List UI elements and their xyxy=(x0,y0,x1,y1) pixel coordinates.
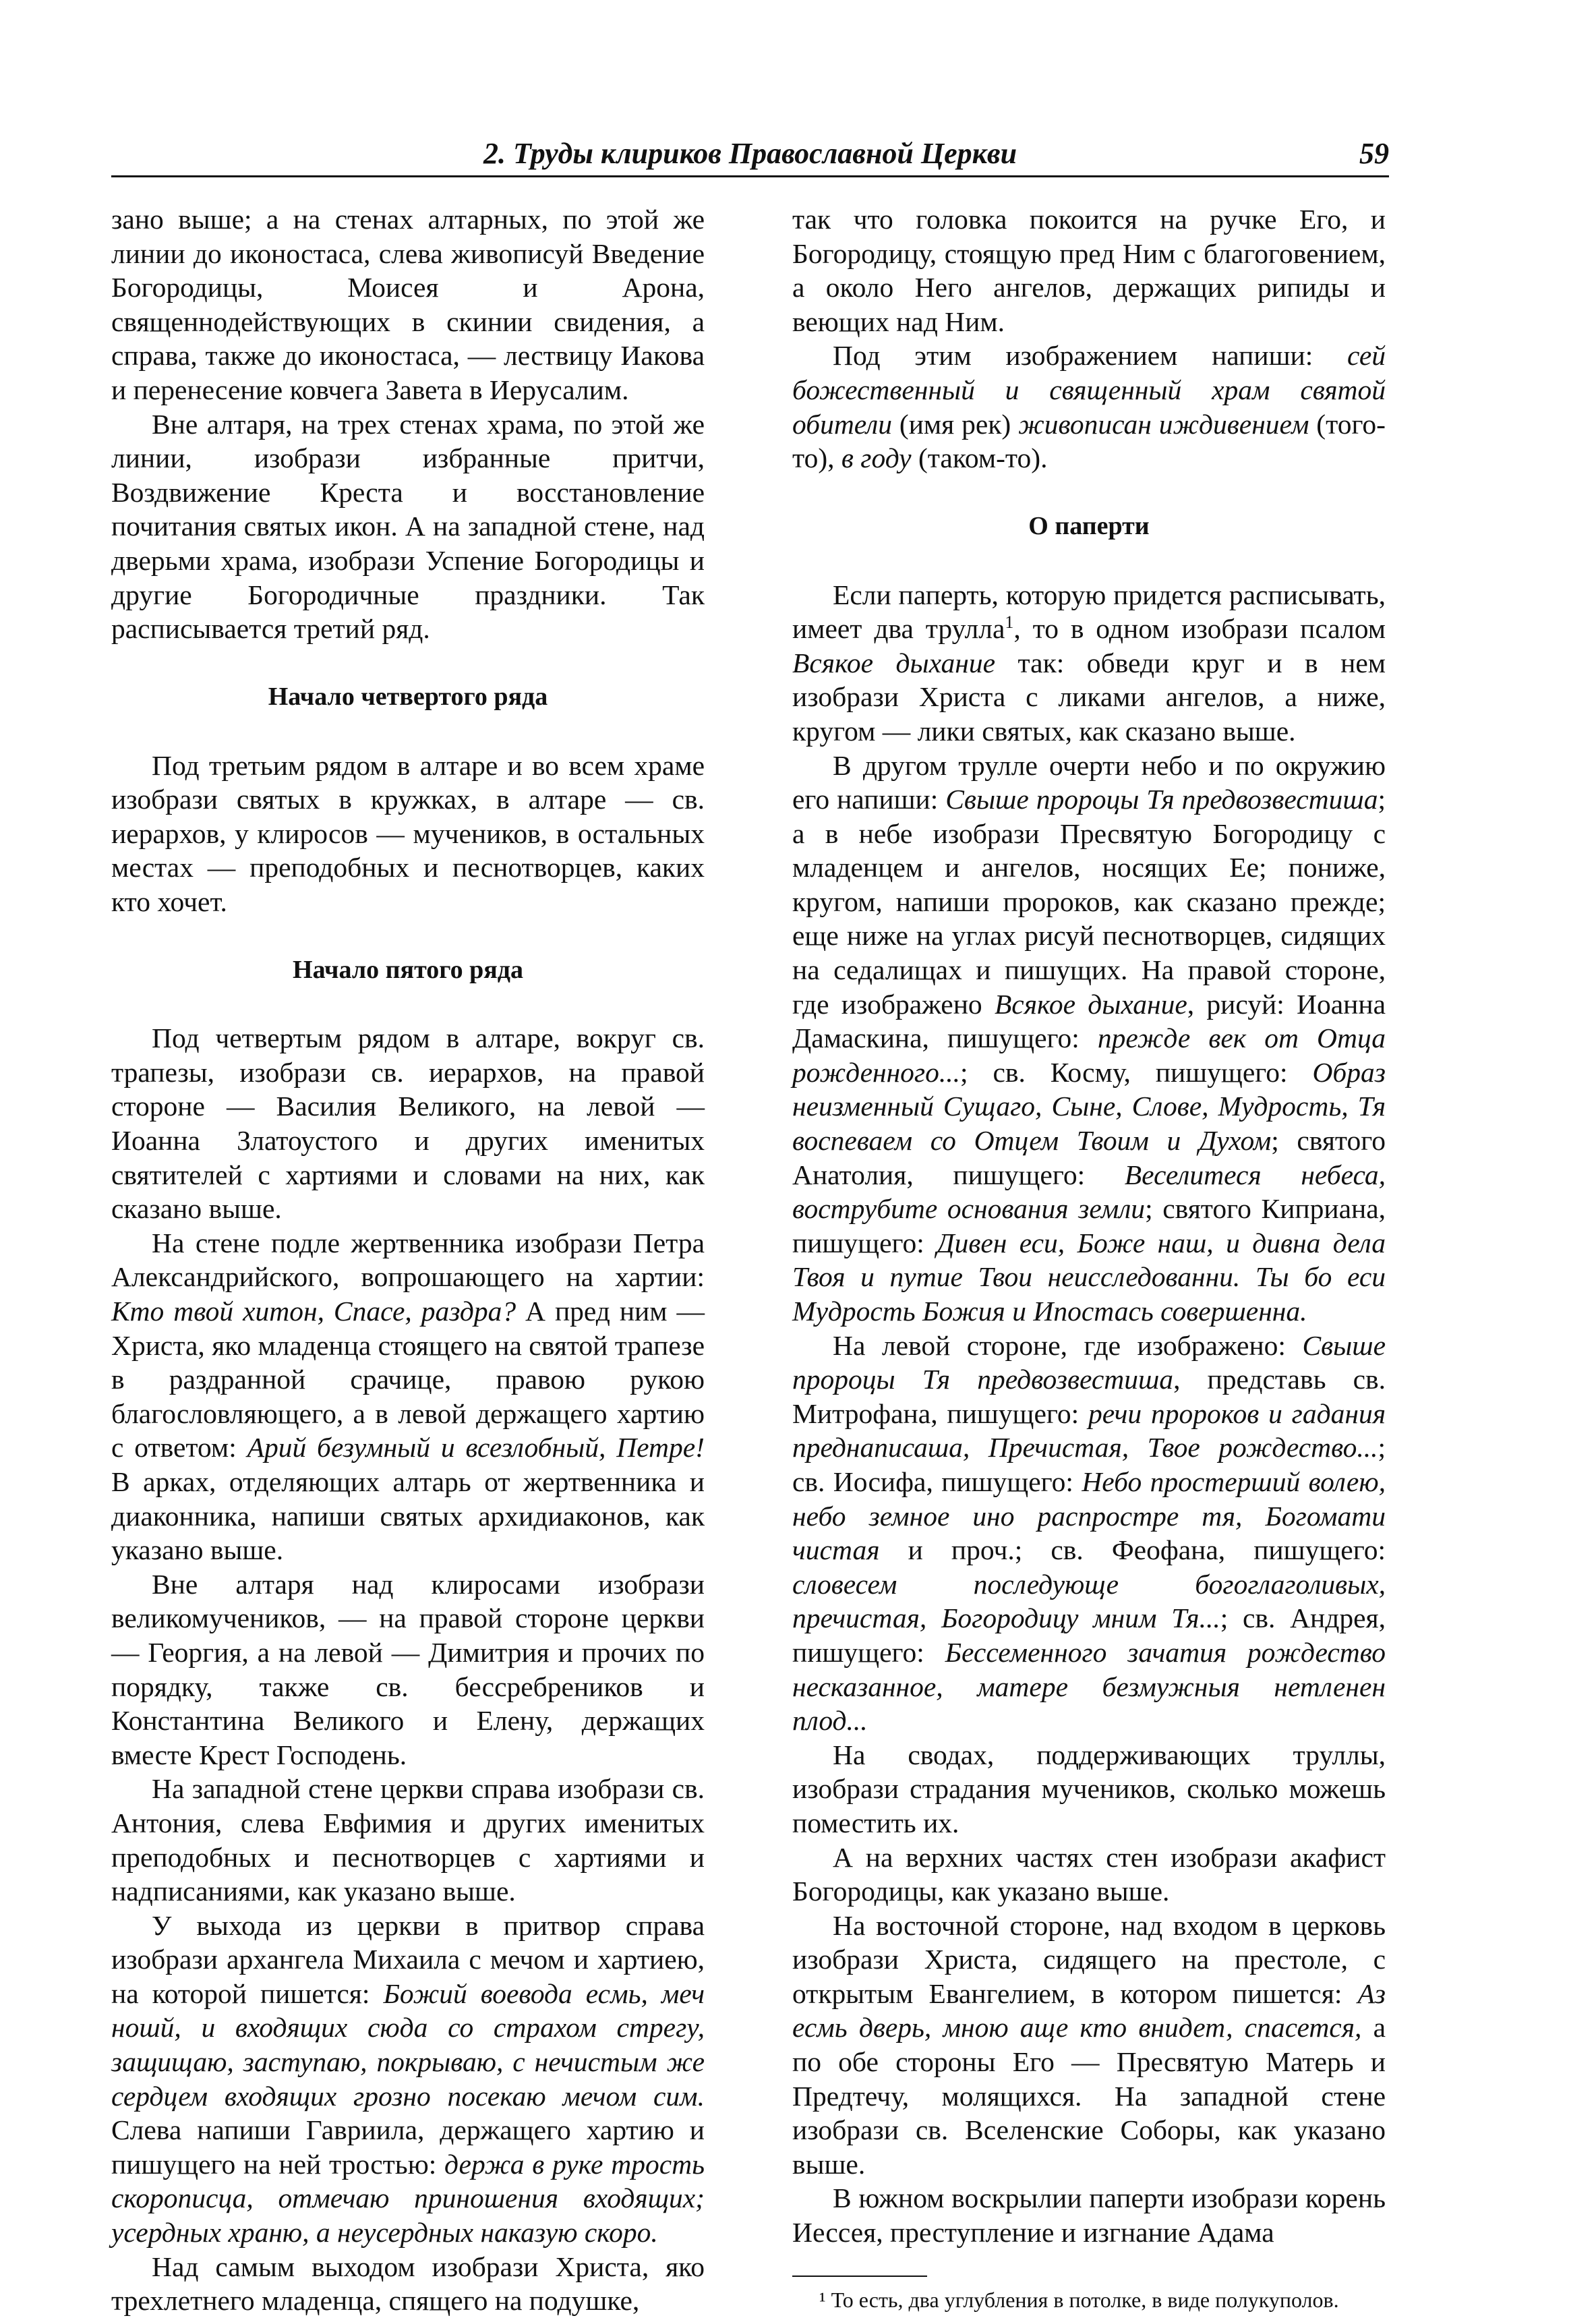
text-run: А пред ним — Христа, яко младенца стоящего на святой трапезе в раздранной срачице, правою рукою благословляющего, а в левой держащего хартию с ответом: xyxy=(111,1296,705,1464)
italic-quote: Арий безумный и всезлобный, Петре! xyxy=(247,1432,705,1464)
italic-quote: Бессеменного зачатия рождество несказанное, матере безмужныя нетленен плод... xyxy=(792,1636,1386,1737)
text-run: ; а в небе изобрази Пресвятую Богородицу с младенцем и ангелов, носящих Ее; пониже, кругом, напиши пророков, как сказано прежде; еще ниже на углах рисуй песнотворцев, сидящих на седалищах и пишущих. На правой стороне, где изображено xyxy=(792,784,1386,1020)
italic-quote: Аз есмь дверь, мною аще кто внидет, спасется, xyxy=(792,1977,1386,2044)
text-run: (того-то), xyxy=(792,408,1386,474)
italic-quote: Божий воевода есмь, меч ношй, и входящих сюда со страхом стрегу, защищаю, заступаю, покрываю, с нечистым же сердцем входящих грозно посекаю мечом сим. xyxy=(111,1977,705,2112)
italic-quote: Всякое дыхание xyxy=(792,647,996,678)
text-run: , то в одном изобрази псалом xyxy=(1013,613,1386,645)
paragraph: Вне алтаря над клиросами изобрази великомучеников, — на правой стороне церкви — Георгия, а на левой — Димитрия и прочих по порядку, также св. бессребреников и Константина Великого и Елену, держащих вместе Крест Господень. xyxy=(111,1568,705,1770)
paragraph xyxy=(792,1909,1386,2182)
text-run: В другом трулле очерти небо и по окружию его напиши: xyxy=(792,749,1386,815)
section-heading: Начало пятого ряда xyxy=(293,956,523,985)
italic-quote: Свыше пророцы Тя предвозвестиша xyxy=(945,784,1378,815)
footnote: ¹ То есть, два углубления в потолке, в виде полукуполов. xyxy=(819,2287,1339,2312)
italic-quote: держа в руке трость скорописца, отмечаю приношения входящих; усердных храню, а неусердных наказую скоро. xyxy=(111,2148,705,2249)
left-column xyxy=(111,202,705,2318)
paragraph xyxy=(792,749,1386,1329)
text-run: ; св. Косму, пишущего: xyxy=(959,1056,1313,1088)
section-heading: Начало четвертого ряда xyxy=(268,683,548,712)
text-run: (таком-то). xyxy=(911,442,1048,474)
text-run: Слева напиши Гавриила, держащего хартию и пишущего на ней тростью: xyxy=(111,2114,705,2180)
paragraph: Под четвертым рядом в алтаре, вокруг св. трапезы, изобрази св. иерархов, на правой стороне — Василия Великого, на левой — Иоанна Златоустого и других именитых святителей с хартиями и словами на них, как сказано выше. xyxy=(111,1022,705,1225)
paragraph xyxy=(792,1329,1386,1738)
text-run: ; св. Иосифа, пишущего: xyxy=(792,1432,1386,1497)
text-run: так: обведи круг и в нем изобрази Христа с ликами ангелов, а ниже, кругом — лики святых, как сказано выше. xyxy=(792,647,1386,747)
text-run: ; святого Анатолия, пишущего: xyxy=(792,1125,1386,1190)
text-run: ; святого Киприана, пишущего: xyxy=(792,1193,1386,1258)
paragraph xyxy=(792,578,1386,749)
paragraph xyxy=(792,339,1386,475)
italic-quote: живописан иждивением xyxy=(1018,408,1309,440)
italic-quote: сей божественный и священный храм святой обители xyxy=(792,340,1386,440)
paragraph: В южном воскрылии паперти изобрази корень Иессея, преступление и изгнание Адама xyxy=(792,2182,1386,2249)
paragraph: А на верхних частях стен изобрази акафист Богородицы, как указано выше. xyxy=(792,1841,1386,1907)
italic-quote: Свыше пророцы Тя предвозвестиша xyxy=(792,1329,1386,1395)
section-heading: О паперти xyxy=(1028,512,1150,541)
text-run: На стене подле жертвенника изобрази Петра Александрийского, вопрошающего на хартии: xyxy=(111,1227,705,1293)
italic-quote: прежде век от Отца рожденного... xyxy=(792,1022,1386,1088)
italic-quote: в году xyxy=(841,442,912,474)
text-run: На восточной стороне, над входом в церковь изобрази Христа, сидящего на престоле, с открытым Евангелием, в котором пишется: xyxy=(792,1909,1386,2009)
italic-quote: Образ неизменный Сущаго, Сыне, Слове, Мудрость, Тя воспеваем со Отцем Твоим и Духом xyxy=(792,1056,1386,1157)
text-run: и проч.; св. Феофана, пишущего: xyxy=(879,1534,1386,1566)
right-column xyxy=(792,202,1386,2313)
text-run: Если паперть, которую придется расписывать, имеет два трулла xyxy=(792,579,1386,645)
paragraph: Над самым выходом изобрази Христа, яко трехлетнего младенца, спящего на подушке, xyxy=(111,2251,705,2317)
italic-quote: Дивен еси, Боже наш, и дивна дела Твоя и путие Твои неисследованни. Ты бо еси Мудрость Божия и Ипостась совершенна. xyxy=(792,1227,1386,1327)
paragraph xyxy=(111,1909,705,2250)
text-run: В арках, отделяющих алтарь от жертвенника и диаконника, напиши святых архидиаконов, как указано выше. xyxy=(111,1466,705,1566)
italic-quote: Кто твой хитон, Спасе, раздра? xyxy=(111,1296,516,1327)
text-run: ; св. Андрея, пишущего: xyxy=(792,1602,1386,1668)
text-run: Под этим изображением напиши: xyxy=(833,340,1347,372)
text-run: У выхода из церкви в притвор справа изобрази архангела Михаила с мечом и хартиею, на которой пишется: xyxy=(111,1909,705,2009)
text-run: (имя рек) xyxy=(892,408,1019,440)
text-run: а по обе стороны Его — Пресвятую Матерь и Предтечу, молящихся. На западной стене изобрази св. Вселенские Соборы, как указано выше. xyxy=(792,2012,1386,2180)
running-title: 2. Труды клириков Православной Церкви xyxy=(483,137,1017,170)
paragraph: так что головка покоится на ручке Его, и Богородицу, стоящую пред Ним с благоговением, а около Него ангелов, держащих рипиды и веющих над Ним. xyxy=(792,204,1386,337)
paragraph xyxy=(111,1226,705,1567)
paragraph: зано выше; а на стенах алтарных, по этой же линии до иконостаса, слева живописуй Введение Богородицы, Моисея и Арона, священнодействующих в скинии свидения, а справа, также до иконостаса, — лествицу Иакова и перенесение ковчега Завета в Иерусалим. xyxy=(111,204,705,405)
paragraph: Вне алтаря, на трех стенах храма, по этой же линии, изобрази избранные притчи, Воздвижение Креста и восстановление почитания святых икон. А на западной стене, над дверьми храма, изобрази Успение Богородицы и другие Богородичные праздники. Так расписывается третий ряд. xyxy=(111,408,705,645)
paragraph: Под третьим рядом в алтаре и во всем храме изобрази святых в кружках, в алтаре — св. иерархов, у клиросов — мучеников, в остальных местах — преподобных и песнотворцев, каких кто хочет. xyxy=(111,749,705,917)
italic-quote: Всякое дыхание xyxy=(994,988,1187,1020)
text-run: , рисуй: Иоанна Дамаскина, пишущего: xyxy=(792,988,1386,1054)
text-run: На левой стороне, где изображено: xyxy=(833,1329,1303,1361)
footnote-marker: 1 xyxy=(1005,612,1014,633)
italic-quote: речи пророков и гадания преднаписаша, Пречистая, Твое рождество... xyxy=(792,1397,1386,1464)
page-number: 59 xyxy=(1359,137,1389,170)
text-run: , представь св. Митрофана, пишущего: xyxy=(792,1364,1386,1429)
page-header xyxy=(111,135,1389,177)
italic-quote: Небо простерший волею, небо земное ино распростре тя, Богомати чистая xyxy=(792,1466,1386,1566)
italic-quote: Веселитеся небеса, вострубите основания земли xyxy=(792,1159,1386,1225)
paragraph: На западной стене церкви справа изобрази св. Антония, слева Евфимия и других именитых преподобных и песнотворцев с хартиями и надписаниями, как указано выше. xyxy=(111,1773,705,1907)
italic-quote: словесем последующе богоглаголивых, пречистая, Богородицу мним Тя... xyxy=(792,1568,1386,1634)
footnote-divider xyxy=(792,2276,927,2277)
paragraph: На сводах, поддерживающих труллы, изобрази страдания мучеников, сколько можешь поместить их. xyxy=(792,1739,1386,1838)
